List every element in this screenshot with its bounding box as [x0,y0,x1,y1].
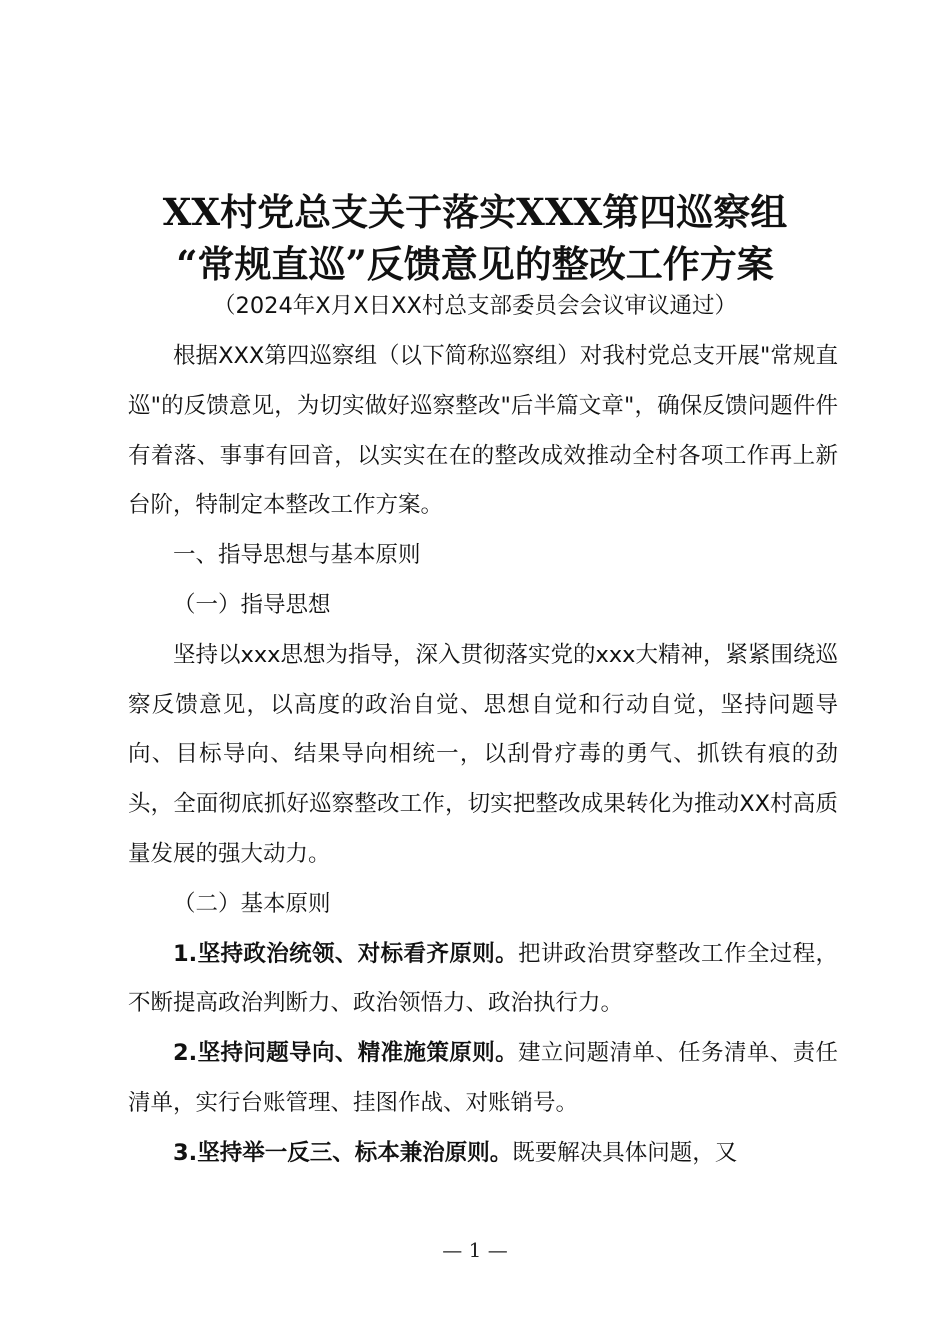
principle-title-1: 1.坚持政治统领、对标看齐原则。 [173,940,518,967]
principle-paragraph-1 [128,930,838,1030]
principle-paragraph-2 [128,1029,838,1129]
intro-paragraph: 根据XXX第四巡察组（以下简称巡察组）对我村党总支开展"常规直巡"的反馈意见，为切实做好巡察整改"后半篇文章"，确保反馈问题件件有着落、事事有回音，以实实在在的整改成效推动全村各项工作再上新台阶，特制定本整改工作方案。 [128,343,838,519]
page-number: — 1 — [442,1238,508,1262]
principle-text-1: 把讲政治贯穿整改工作全过程，不断提高政治判断力、政治领悟力、政治执行力。 [128,940,838,1017]
document-body [128,332,838,1179]
guiding-ideology-paragraph: 坚持以xxx思想为指导，深入贯彻落实党的xxx大精神，紧紧围绕巡察反馈意见，以高度的政治自觉、思想自觉和行动自觉，坚持问题导向、目标导向、结果导向相统一，以刮骨疗毒的勇气、抓铁有痕的劲头，全面彻底抓好巡察整改工作，切实把整改成果转化为推动XX村高质量发展的强大动力。 [128,641,838,867]
principle-title-3: 3.坚持举一反三、标本兼治原则。 [173,1139,513,1166]
subsection-heading-2: （二）基本原则 [173,890,331,917]
title-line-2: “常规直巡”反馈意见的整改工作方案 [176,242,774,286]
subsection-heading-1: （一）指导思想 [173,591,331,618]
title-line-1: XX村党总支关于落实XXX第四巡察组 [162,190,788,234]
subtitle: （2024年X月X日XX村总支部委员会会议审议通过） [213,293,737,319]
principle-paragraph-3 [128,1129,838,1179]
principle-title-2: 2.坚持问题导向、精准施策原则。 [173,1040,518,1067]
principle-text-2: 建立问题清单、任务清单、责任清单，实行台账管理、挂图作战、对账销号。 [128,1040,838,1116]
principle-text-3: 既要解决具体问题，又 [512,1139,738,1166]
section-heading-1: 一、指导思想与基本原则 [173,542,421,569]
